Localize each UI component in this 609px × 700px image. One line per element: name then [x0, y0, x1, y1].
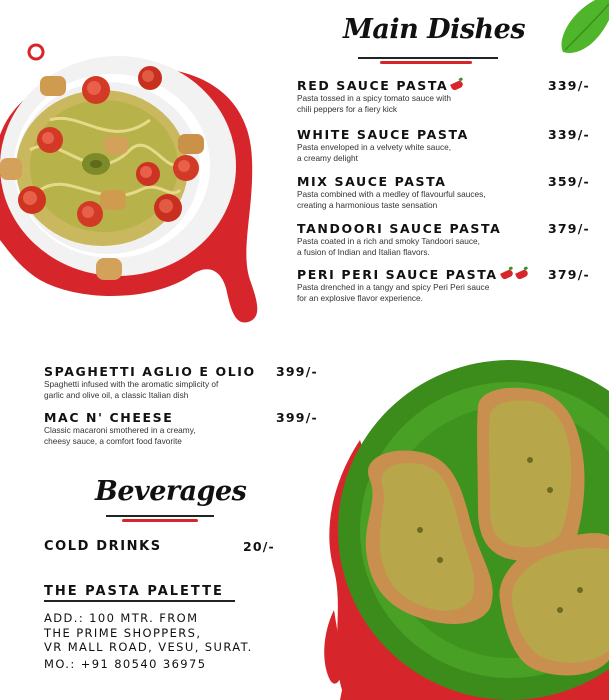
main-dish-item: [297, 174, 486, 210]
main-dish-item: [297, 78, 463, 114]
main-dish-item: [297, 267, 528, 303]
address-line: ADD.: 100 MTR. FROM: [44, 611, 199, 625]
dish-price: 359/-: [548, 174, 590, 189]
dish-desc: Pasta tossed in a spicy tomato sauce with: [297, 93, 452, 103]
dish-name: WHITE SAUCE PASTA: [297, 127, 469, 142]
address-line: VR MALL ROAD, VESU, SURAT.: [44, 640, 253, 654]
dish-item: [44, 410, 196, 446]
dish-name: SPAGHETTI AGLIO E OLIO: [44, 364, 256, 379]
dish-price: 339/-: [548, 78, 590, 93]
dish-price: 339/-: [548, 127, 590, 142]
dish-price: 379/-: [548, 267, 590, 282]
restaurant-name: THE PASTA PALETTE: [44, 584, 224, 599]
dish-desc: chili peppers for a fiery kick: [297, 103, 398, 114]
restaurant-phone: MO.: +91 80540 36975: [44, 657, 207, 671]
dish-desc: Pasta drenched in a tangy and spicy Peri Peri sauce: [297, 282, 490, 292]
dish-desc: Pasta coated in a rich and smoky Tandoori sauce,: [297, 236, 480, 246]
dish-desc: cheesy sauce, a comfort food favorite: [44, 435, 182, 446]
restaurant-name-underline: [44, 600, 235, 602]
beverage-name: COLD DRINKS: [44, 539, 162, 554]
beverages-title: Beverages: [95, 476, 247, 507]
dish-name: TANDOORI SAUCE PASTA: [297, 221, 502, 236]
main-dishes-title: Main Dishes: [343, 14, 526, 45]
dish-price: 399/-: [276, 410, 318, 425]
dish-name: RED SAUCE PASTA: [297, 78, 449, 93]
basil-leaf-icon: [555, 0, 609, 56]
address-line: THE PRIME SHOPPERS,: [44, 625, 202, 640]
dish-desc: Spaghetti infused with the aromatic simplicity of: [44, 379, 219, 389]
dish-desc: a fusion of Indian and Italian flavors.: [297, 246, 430, 257]
dish-desc: a creamy delight: [297, 152, 358, 163]
restaurant-address: [44, 611, 253, 655]
dish-desc: Classic macaroni smothered in a creamy,: [44, 425, 196, 435]
dish-price: 379/-: [548, 221, 590, 236]
dish-desc: Pasta enveloped in a velvety white sauce,: [297, 142, 452, 152]
dish-name: MIX SAUCE PASTA: [297, 174, 447, 189]
beverage-price: 20/-: [243, 539, 275, 554]
dish-desc: Pasta combined with a medley of flavourful sauces,: [297, 189, 486, 199]
dish-desc: creating a harmonious taste sensation: [297, 199, 438, 210]
dish-name: MAC N' CHEESE: [44, 410, 174, 425]
main-dish-item: [297, 221, 501, 257]
chili-icon: [515, 269, 529, 280]
pasta-plate-image: [0, 40, 270, 325]
chili-icon: [450, 80, 464, 91]
beverages-underline: [106, 515, 214, 517]
main-dishes-underline: [358, 57, 498, 59]
dish-desc: garlic and olive oil, a classic Italian dish: [44, 389, 189, 400]
main-dishes-underline-accent: [380, 61, 472, 64]
dish-desc: for an explosive flavor experience.: [297, 292, 423, 303]
garlic-bread-plate-image: [300, 360, 609, 700]
dish-item: [44, 364, 256, 400]
beverages-underline-accent: [122, 519, 198, 522]
chili-icon: [500, 269, 514, 280]
main-dish-item: [297, 127, 469, 163]
dish-name: PERI PERI SAUCE PASTA: [297, 267, 498, 282]
dish-price: 399/-: [276, 364, 318, 379]
